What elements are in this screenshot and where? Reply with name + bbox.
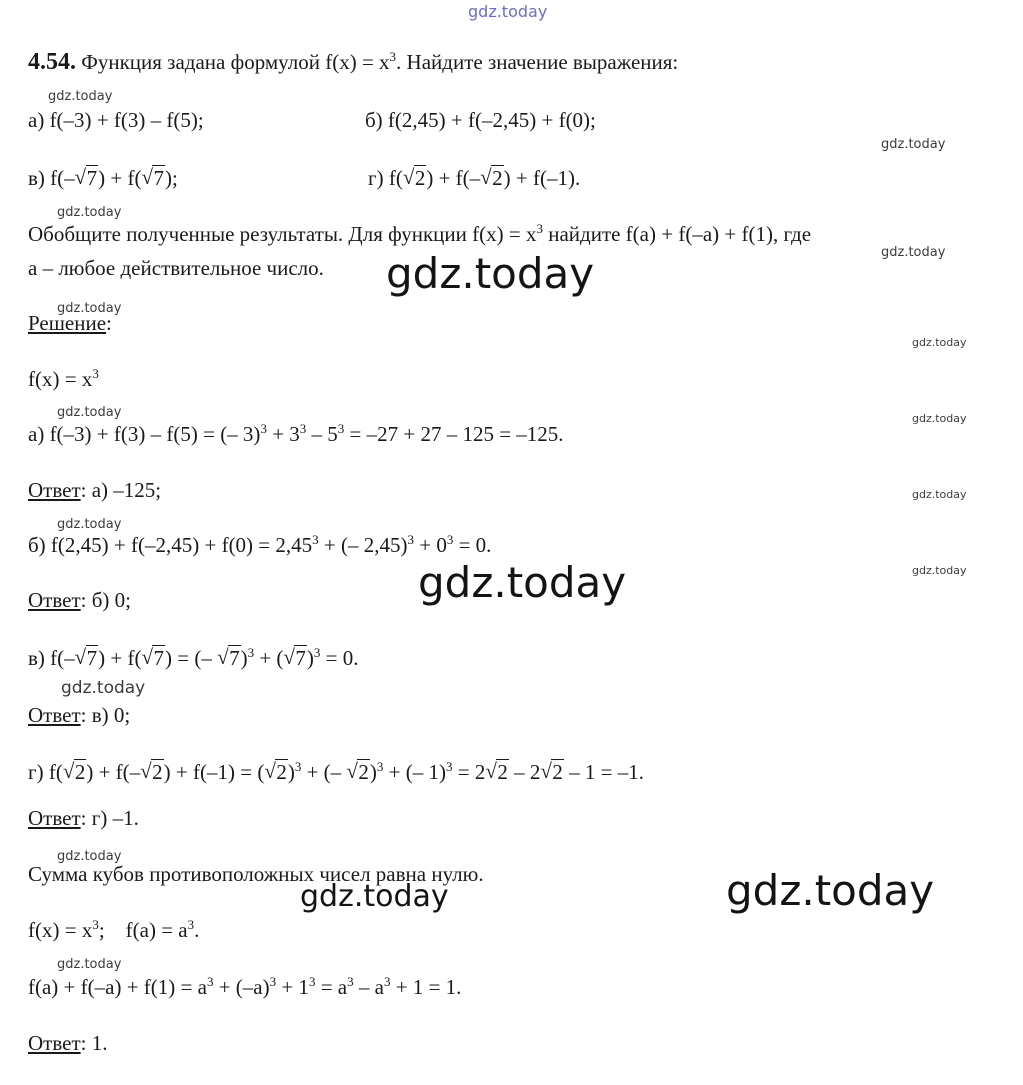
watermark-small: gdz.today	[912, 412, 967, 425]
watermark-small: gdz.today	[881, 137, 946, 152]
function-values: $f(x) = x^3$; $f(a) = a^3$.	[28, 917, 200, 942]
answer-v: Ответ: в) 0;	[28, 703, 131, 727]
watermark-large: gdz.today	[300, 879, 449, 914]
task-item-a: а) f(–3) + f(3) – f(5);	[28, 108, 204, 132]
task-number: 4.54.	[28, 49, 76, 75]
watermark-large: gdz.today	[418, 558, 627, 607]
final-computation: $f(a) + f(-a) + f(1) = a^3 + (-a)^3 + 1^3 = a^3 - a^3 + 1 = 1$.	[28, 974, 462, 999]
watermark-medium: gdz.today	[61, 678, 146, 698]
solution-g: г) f(√ 2) + f(–√ 2) + f(–1) = (√ 2)$^3$ + (– √ 2)$^3$ + (– 1)$^3$ = 2√ 2 – 2√ 2 – 1 = –1.	[28, 762, 644, 783]
answer-final: Ответ: 1.	[28, 1031, 108, 1055]
task-prompt: Функция задана формулой f(x) = x	[81, 50, 390, 74]
solution-a: а) f(–3) + f(3) – f(5) = (– $3)^3 + 3^3 - 5^3 = -27 + 27 - 125 = -125$.	[28, 421, 564, 446]
watermark-small: gdz.today	[57, 517, 122, 532]
answer-g: Ответ: г) –1.	[28, 806, 139, 830]
watermark-small: gdz.today	[57, 849, 122, 864]
task-generalize-line2: a – любое действительное число.	[28, 256, 324, 280]
solution-heading: Решение:	[28, 311, 112, 335]
task-item-g: г) f(√ 2) + f(–√ 2) + f(–1).	[368, 168, 580, 189]
watermark-small: gdz.today	[57, 405, 122, 420]
watermark-small: gdz.today	[912, 564, 967, 577]
watermark-small: gdz.today	[57, 957, 122, 972]
watermark-small: gdz.today	[57, 205, 122, 220]
sum-of-cubes-statement: Сумма кубов противоположных чисел равна нулю.	[28, 862, 484, 886]
answer-b: Ответ: б) 0;	[28, 588, 131, 612]
task-item-v: в) f(–√ 7) + f(√ 7);	[28, 168, 178, 189]
task-statement: 4.54. Функция задана формулой $f(x) = x^3$. Найдите значение выражения:	[28, 49, 679, 75]
solution-v: в) f(–√ 7) + f(√ 7) = (– √ 7)$^3$ + (√ 7)$^3$ = 0.	[28, 648, 359, 669]
task-generalize: Обобщите полученные результаты. Для функции $f(x) = x^3$ найдите f(a) + f(–a) + f(1), где	[28, 221, 812, 246]
watermark-small: gdz.today	[912, 488, 967, 501]
task-item-b: б) f(2,45) + f(–2,45) + f(0);	[365, 108, 596, 132]
watermark-small: gdz.today	[881, 245, 946, 260]
solution-b: б) $f(2,45) + f(-2,45) + f(0) = 2,45^3$ + (– $2,45)^3 + 0^3 = 0$.	[28, 532, 492, 557]
watermark-large: gdz.today	[726, 866, 935, 915]
watermark-large: gdz.today	[386, 249, 595, 298]
function-definition: $f(x) = x^3$	[28, 366, 99, 391]
watermark-small: gdz.today	[912, 336, 967, 349]
watermark-small: gdz.today	[48, 89, 113, 104]
watermark-top: gdz.today	[468, 2, 548, 21]
answer-a: Ответ: а) –125;	[28, 478, 162, 502]
watermark-small: gdz.today	[57, 301, 122, 316]
